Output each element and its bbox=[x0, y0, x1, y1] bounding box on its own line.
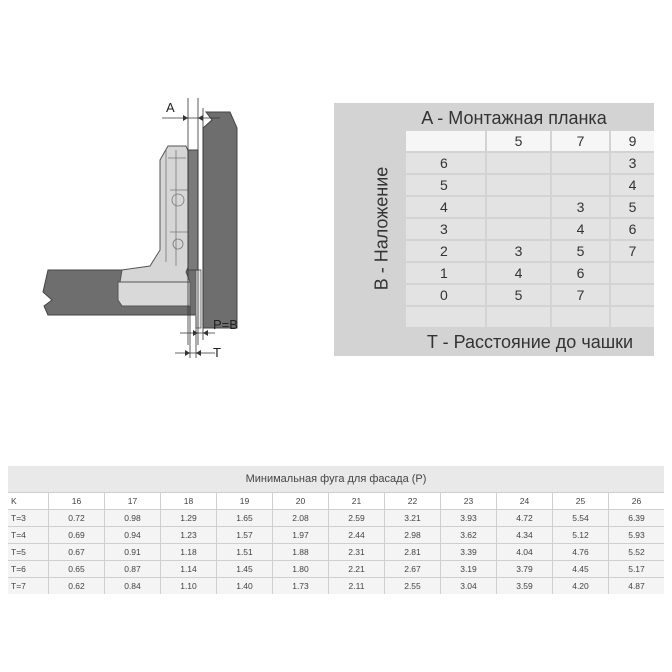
mounting-cell bbox=[611, 263, 654, 283]
mounting-cell bbox=[487, 307, 550, 327]
gap-cell: 3.62 bbox=[441, 527, 496, 543]
label-t: T bbox=[213, 345, 221, 360]
mounting-cell bbox=[487, 153, 550, 173]
gap-row-label: T=5 bbox=[8, 544, 48, 560]
mounting-cell: 3 bbox=[487, 241, 550, 261]
gap-header-cell: 20 bbox=[273, 493, 328, 509]
mounting-table-title: A - Монтажная планка bbox=[421, 108, 607, 128]
gap-header-cell: 21 bbox=[329, 493, 384, 509]
hinge-cup bbox=[118, 282, 190, 306]
gap-cell: 5.12 bbox=[553, 527, 608, 543]
cabinet-side-panel bbox=[203, 112, 237, 328]
gap-cell: 4.34 bbox=[497, 527, 552, 543]
gap-cell: 1.97 bbox=[273, 527, 328, 543]
gap-cell: 1.51 bbox=[217, 544, 272, 560]
door-edge bbox=[196, 270, 201, 328]
mounting-header-cell: 9 bbox=[611, 131, 654, 151]
gap-header-cell: 23 bbox=[441, 493, 496, 509]
mounting-row-label: 2 bbox=[406, 241, 485, 261]
mounting-cell: 3 bbox=[611, 153, 654, 173]
mounting-cell bbox=[611, 285, 654, 305]
gap-cell: 5.17 bbox=[609, 561, 664, 577]
gap-cell: 2.21 bbox=[329, 561, 384, 577]
gap-cell: 3.39 bbox=[441, 544, 496, 560]
minimum-gap-table bbox=[8, 466, 664, 594]
gap-cell: 3.93 bbox=[441, 510, 496, 526]
gap-cell: 1.80 bbox=[273, 561, 328, 577]
gap-cell: 2.81 bbox=[385, 544, 440, 560]
gap-cell: 2.59 bbox=[329, 510, 384, 526]
mounting-plate bbox=[188, 150, 198, 270]
gap-cell: 1.18 bbox=[161, 544, 216, 560]
gap-cell: 5.54 bbox=[553, 510, 608, 526]
gap-cell: 0.98 bbox=[105, 510, 160, 526]
mounting-cell: 7 bbox=[611, 241, 654, 261]
gap-cell: 3.21 bbox=[385, 510, 440, 526]
gap-cell: 4.04 bbox=[497, 544, 552, 560]
mounting-cell: 5 bbox=[611, 197, 654, 217]
mounting-cell bbox=[611, 307, 654, 327]
mounting-cell: 6 bbox=[552, 263, 609, 283]
gap-header-cell: 22 bbox=[385, 493, 440, 509]
gap-cell: 4.45 bbox=[553, 561, 608, 577]
gap-cell: 0.62 bbox=[49, 578, 104, 594]
mounting-row-label: 1 bbox=[406, 263, 485, 283]
gap-header-cell: 19 bbox=[217, 493, 272, 509]
mounting-cell bbox=[552, 175, 609, 195]
gap-header-k: K bbox=[8, 493, 48, 509]
gap-cell: 2.08 bbox=[273, 510, 328, 526]
gap-cell: 3.79 bbox=[497, 561, 552, 577]
gap-cell: 2.98 bbox=[385, 527, 440, 543]
gap-cell: 1.40 bbox=[217, 578, 272, 594]
gap-cell: 2.67 bbox=[385, 561, 440, 577]
mounting-cell: 5 bbox=[552, 241, 609, 261]
gap-cell: 1.14 bbox=[161, 561, 216, 577]
mounting-cell: 5 bbox=[487, 285, 550, 305]
gap-cell: 3.59 bbox=[497, 578, 552, 594]
mounting-cell: 4 bbox=[487, 263, 550, 283]
gap-header-cell: 25 bbox=[553, 493, 608, 509]
mounting-table-footer: T - Расстояние до чашки bbox=[426, 332, 634, 352]
gap-cell: 2.55 bbox=[385, 578, 440, 594]
mounting-row-label: 6 bbox=[406, 153, 485, 173]
gap-cell: 0.87 bbox=[105, 561, 160, 577]
gap-cell: 2.44 bbox=[329, 527, 384, 543]
label-p-equals-b: P=B bbox=[213, 317, 238, 332]
gap-cell: 0.84 bbox=[105, 578, 160, 594]
gap-cell: 0.65 bbox=[49, 561, 104, 577]
gap-cell: 4.72 bbox=[497, 510, 552, 526]
gap-cell: 3.19 bbox=[441, 561, 496, 577]
gap-cell: 1.29 bbox=[161, 510, 216, 526]
mounting-cell bbox=[487, 175, 550, 195]
gap-cell: 1.45 bbox=[217, 561, 272, 577]
mounting-cell bbox=[487, 219, 550, 239]
mounting-cell bbox=[552, 307, 609, 327]
gap-header-cell: 17 bbox=[105, 493, 160, 509]
gap-cell: 4.20 bbox=[553, 578, 608, 594]
mounting-cell: 7 bbox=[552, 285, 609, 305]
hinge-diagram bbox=[0, 0, 330, 380]
mounting-row-label: 4 bbox=[406, 197, 485, 217]
gap-row-label: T=4 bbox=[8, 527, 48, 543]
mounting-header-cell: 5 bbox=[487, 131, 550, 151]
mounting-row-label: 5 bbox=[406, 175, 485, 195]
label-a: A bbox=[166, 100, 175, 115]
gap-cell: 0.91 bbox=[105, 544, 160, 560]
mounting-cell: 6 bbox=[611, 219, 654, 239]
gap-cell: 0.94 bbox=[105, 527, 160, 543]
mounting-cell bbox=[552, 153, 609, 173]
gap-cell: 1.23 bbox=[161, 527, 216, 543]
mounting-header-corner bbox=[406, 131, 485, 151]
mounting-header-cell: 7 bbox=[552, 131, 609, 151]
gap-cell: 3.04 bbox=[441, 578, 496, 594]
gap-cell: 6.39 bbox=[609, 510, 664, 526]
gap-table-grid bbox=[8, 492, 664, 594]
mounting-row-label: 0 bbox=[406, 285, 485, 305]
gap-header-cell: 16 bbox=[49, 493, 104, 509]
gap-header-cell: 18 bbox=[161, 493, 216, 509]
gap-cell: 1.57 bbox=[217, 527, 272, 543]
mounting-row-label bbox=[406, 307, 485, 327]
gap-row-label: T=3 bbox=[8, 510, 48, 526]
hinge-arm bbox=[120, 146, 192, 282]
gap-row-label: T=6 bbox=[8, 561, 48, 577]
gap-cell: 2.11 bbox=[329, 578, 384, 594]
mounting-table-grid bbox=[406, 131, 654, 325]
gap-header-cell: 26 bbox=[609, 493, 664, 509]
gap-cell: 0.67 bbox=[49, 544, 104, 560]
overlay-axis-label-text: B - Наложение bbox=[371, 166, 392, 290]
gap-table-title: Минимальная фуга для фасада (P) bbox=[8, 466, 664, 492]
gap-row-label: T=7 bbox=[8, 578, 48, 594]
mounting-row-label: 3 bbox=[406, 219, 485, 239]
gap-cell: 2.31 bbox=[329, 544, 384, 560]
gap-cell: 4.87 bbox=[609, 578, 664, 594]
gap-cell: 1.65 bbox=[217, 510, 272, 526]
gap-cell: 1.10 bbox=[161, 578, 216, 594]
gap-cell: 4.76 bbox=[553, 544, 608, 560]
mounting-cell: 4 bbox=[552, 219, 609, 239]
gap-cell: 1.73 bbox=[273, 578, 328, 594]
gap-cell: 0.72 bbox=[49, 510, 104, 526]
mounting-cell bbox=[487, 197, 550, 217]
mounting-cell: 3 bbox=[552, 197, 609, 217]
gap-cell: 1.88 bbox=[273, 544, 328, 560]
gap-cell: 0.69 bbox=[49, 527, 104, 543]
overlay-axis-label bbox=[364, 133, 400, 323]
gap-cell: 5.93 bbox=[609, 527, 664, 543]
mounting-cell: 4 bbox=[611, 175, 654, 195]
mounting-plate-table bbox=[334, 103, 654, 356]
gap-header-cell: 24 bbox=[497, 493, 552, 509]
gap-cell: 5.52 bbox=[609, 544, 664, 560]
